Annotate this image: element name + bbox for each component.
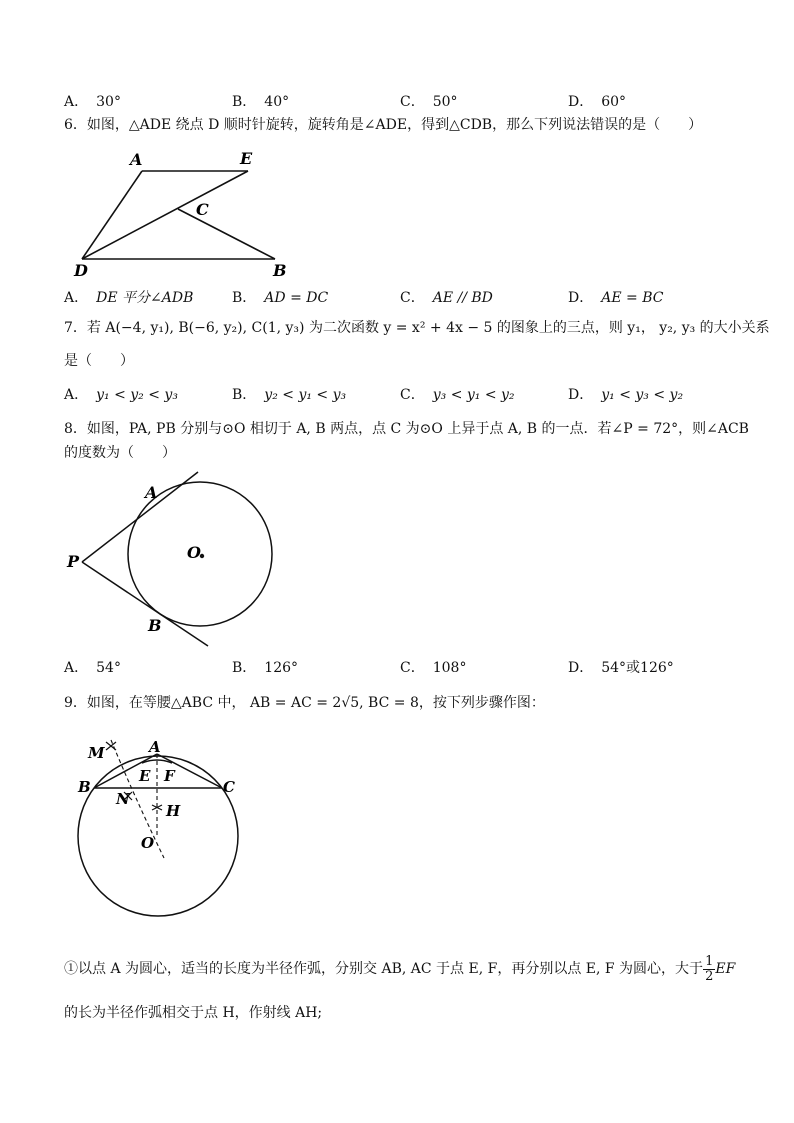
q5-option-d[interactable]: D． 60°: [568, 94, 627, 110]
q9-step1-part1: ①以点 A 为圆心，适当的长度为半径作弧，分别交 AB, AC 于点 E, F，再分别以点 E, F 为圆心，大于: [64, 961, 704, 977]
q6-option-a[interactable]: A． DE 平分∠ADB: [64, 290, 194, 306]
q6-label-d: D: [74, 261, 88, 280]
q9-label-n: N: [116, 790, 130, 808]
q6-label-c: C: [196, 200, 209, 219]
q5-option-a[interactable]: A． 30°: [64, 94, 121, 110]
q8-stem-line2: 的度数为（ ）: [64, 445, 176, 461]
q8-figure: [60, 470, 300, 660]
q6-option-c[interactable]: C． AE // BD: [400, 290, 493, 306]
q9-label-b: B: [78, 778, 91, 796]
q6-stem: 6．如图，△ADE 绕点 D 顺时针旋转，旋转角是∠ADE，得到△CDB，那么下列说法错误的是（ ）: [64, 117, 703, 133]
q5-options: [64, 91, 764, 111]
q9-label-a: A: [149, 738, 161, 756]
q6-options: [64, 287, 764, 307]
q8-option-d[interactable]: D． 54°或126°: [568, 660, 674, 676]
q6-label-e: E: [240, 149, 253, 168]
q7-options: [64, 384, 764, 404]
q5-option-b[interactable]: B． 40°: [232, 94, 290, 110]
q9-step1-part2: EF: [715, 961, 736, 977]
q9-circle: [78, 756, 238, 916]
q8-label-a: A: [145, 483, 158, 502]
q9-frac-num: 1: [705, 953, 714, 969]
q9-label-f: F: [164, 767, 175, 785]
q9-stem: 9．如图，在等腰△ABC 中， AB = AC = 2√5, BC = 8，按下列步骤作图：: [64, 695, 545, 711]
q8-stem-line1: 8．如图，PA, PB 分别与⊙O 相切于 A, B 两点，点 C 为⊙O 上异于点 A, B 的一点．若∠P = 72°，则∠ACB: [64, 421, 749, 437]
q8-option-b[interactable]: B． 126°: [232, 660, 299, 676]
q9-step1-line2: 的长为半径作弧相交于点 H，作射线 AH;: [64, 1005, 323, 1021]
q9-label-c: C: [223, 778, 235, 796]
q7-option-b[interactable]: B． y₂ < y₁ < y₃: [232, 387, 347, 403]
q7-option-d[interactable]: D． y₁ < y₃ < y₂: [568, 387, 684, 403]
q7-option-c[interactable]: C． y₃ < y₁ < y₂: [400, 387, 515, 403]
q9-label-e: E: [139, 767, 151, 785]
q6-option-d[interactable]: D． AE = BC: [568, 290, 664, 306]
q5-option-c[interactable]: C． 50°: [400, 94, 458, 110]
q8-label-o: O: [187, 543, 201, 562]
q9-label-o: O: [141, 834, 155, 852]
q7-stem-line2: 是（ ）: [64, 353, 134, 369]
q8-option-a[interactable]: A． 54°: [64, 660, 121, 676]
q7-stem-line1: 7．若 A(−4, y₁), B(−6, y₂), C(1, y₃) 为二次函数 y = x² + 4x − 5 的图象上的三点，则 y₁， y₂, y₃ 的大小关系: [64, 320, 770, 336]
q6-option-b[interactable]: B． AD = DC: [232, 290, 329, 306]
q9-label-h: H: [166, 802, 181, 820]
q6-figure: [60, 148, 300, 280]
q7-option-a[interactable]: A． y₁ < y₂ < y₃: [64, 387, 178, 403]
q9-frac-den: 2: [705, 968, 714, 984]
q6-label-a: A: [130, 150, 143, 169]
q8-label-b: B: [148, 616, 162, 635]
q9-figure: [60, 730, 280, 930]
q9-step1-line1: [64, 953, 735, 985]
q8-options: [64, 657, 764, 677]
q8-label-p: P: [67, 552, 80, 571]
q6-label-b: B: [273, 261, 287, 280]
q9-label-m: M: [88, 744, 105, 762]
q8-option-c[interactable]: C． 108°: [400, 660, 467, 676]
q9-fraction: [703, 955, 715, 984]
